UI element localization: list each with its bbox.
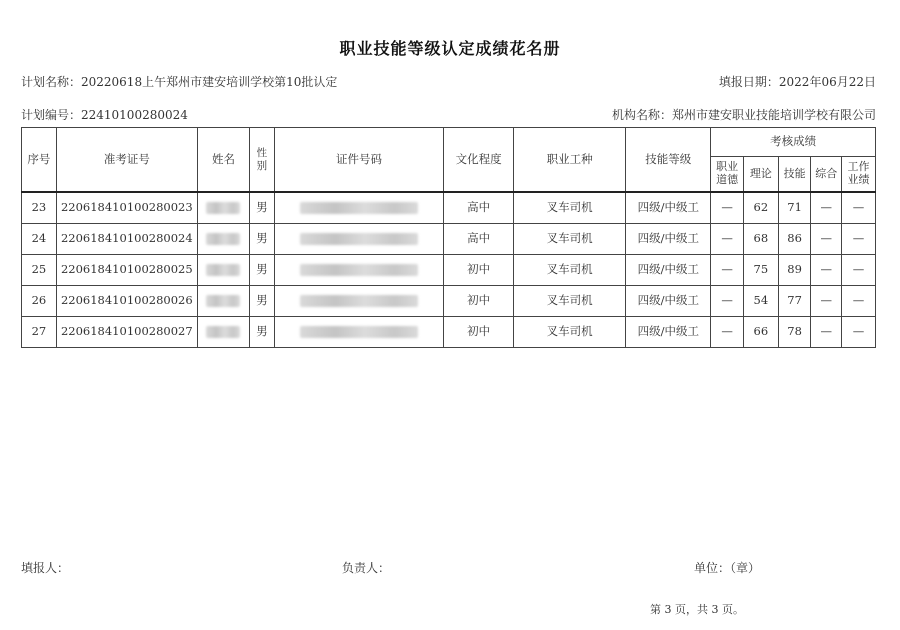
table-row [22,286,876,317]
cell-level: 四级/中级工 [626,224,711,255]
cell-comprehensive: — [811,255,842,286]
header-comprehensive: 综合 [811,157,842,193]
cell-occupation: 叉车司机 [513,286,625,317]
cell-gender: 男 [250,317,275,348]
cell-seq: 25 [22,255,57,286]
cell-occupation: 叉车司机 [513,224,625,255]
cell-id-number [274,286,444,317]
cell-education: 初中 [444,317,514,348]
redacted-id-number [300,233,418,245]
cell-theory: 66 [743,317,778,348]
fill-date: 填报日期：2022年06月22日 [718,75,876,89]
cell-occupation: 叉车司机 [513,255,625,286]
cell-ticket: 220618410100280026 [56,286,197,317]
cell-theory: 62 [743,192,778,224]
header-occupation: 职业工种 [513,128,625,193]
cell-level: 四级/中级工 [626,192,711,224]
cell-skill: 77 [778,286,811,317]
header-performance: 工作业绩 [842,157,876,193]
cell-comprehensive: — [811,286,842,317]
cell-skill: 71 [778,192,811,224]
table-header-row [22,128,876,157]
header-ticket: 准考证号 [56,128,197,193]
cell-ethics: — [711,286,744,317]
redacted-name [206,295,240,307]
redacted-id-number [300,326,418,338]
redacted-id-number [300,264,418,276]
cell-skill: 78 [778,317,811,348]
cell-id-number [274,255,444,286]
cell-seq: 23 [22,192,57,224]
cell-level: 四级/中级工 [626,255,711,286]
cell-education: 高中 [444,192,514,224]
cell-ticket: 220618410100280027 [56,317,197,348]
cell-performance: — [842,192,876,224]
filler-label: 填报人： [21,561,70,575]
header-ethics: 职业道德 [711,157,744,193]
header-id-number: 证件号码 [274,128,444,193]
cell-education: 初中 [444,255,514,286]
plan-number: 计划编号：22410100280024 [21,108,188,122]
cell-theory: 68 [743,224,778,255]
cell-name [197,224,249,255]
cell-comprehensive: — [811,317,842,348]
cell-name [197,317,249,348]
cell-skill: 86 [778,224,811,255]
cell-performance: — [842,224,876,255]
cell-theory: 75 [743,255,778,286]
header-gender: 性别 [250,128,275,193]
cell-name [197,192,249,224]
cell-performance: — [842,255,876,286]
header-education: 文化程度 [444,128,514,193]
table-row [22,255,876,286]
plan-name: 计划名称：20220618上午郑州市建安培训学校第10批认定 [21,75,338,89]
table-row [22,192,876,224]
cell-comprehensive: — [811,224,842,255]
cell-performance: — [842,286,876,317]
cell-id-number [274,317,444,348]
redacted-name [206,233,240,245]
page-number: 第 3 页，共 3 页。 [650,603,744,616]
cell-gender: 男 [250,286,275,317]
redacted-id-number [300,295,418,307]
cell-id-number [274,224,444,255]
cell-name [197,286,249,317]
unit-seal-label: 单位：（章） [694,561,761,575]
cell-occupation: 叉车司机 [513,192,625,224]
redacted-id-number [300,202,418,214]
cell-occupation: 叉车司机 [513,317,625,348]
responsible-label: 负责人： [342,561,391,575]
header-name: 姓名 [197,128,249,193]
cell-performance: — [842,317,876,348]
cell-skill: 89 [778,255,811,286]
cell-ethics: — [711,317,744,348]
cell-ethics: — [711,255,744,286]
cell-gender: 男 [250,255,275,286]
document-title: 职业技能等级认定成绩花名册 [339,39,561,58]
cell-ethics: — [711,192,744,224]
header-seq: 序号 [22,128,57,193]
score-roster-table [21,127,876,348]
table-row [22,317,876,348]
cell-level: 四级/中级工 [626,317,711,348]
redacted-name [206,326,240,338]
cell-ticket: 220618410100280024 [56,224,197,255]
header-theory: 理论 [743,157,778,193]
cell-education: 高中 [444,224,514,255]
redacted-name [206,264,240,276]
cell-education: 初中 [444,286,514,317]
cell-gender: 男 [250,192,275,224]
cell-name [197,255,249,286]
header-assessment: 考核成绩 [711,128,876,157]
table-row [22,224,876,255]
header-level: 技能等级 [626,128,711,193]
cell-seq: 27 [22,317,57,348]
cell-gender: 男 [250,224,275,255]
cell-ticket: 220618410100280023 [56,192,197,224]
cell-ethics: — [711,224,744,255]
cell-seq: 26 [22,286,57,317]
cell-theory: 54 [743,286,778,317]
cell-id-number [274,192,444,224]
cell-level: 四级/中级工 [626,286,711,317]
redacted-name [206,202,240,214]
cell-seq: 24 [22,224,57,255]
organization-name: 机构名称：郑州市建安职业技能培训学校有限公司 [611,108,876,122]
header-skill: 技能 [778,157,811,193]
cell-comprehensive: — [811,192,842,224]
cell-ticket: 220618410100280025 [56,255,197,286]
